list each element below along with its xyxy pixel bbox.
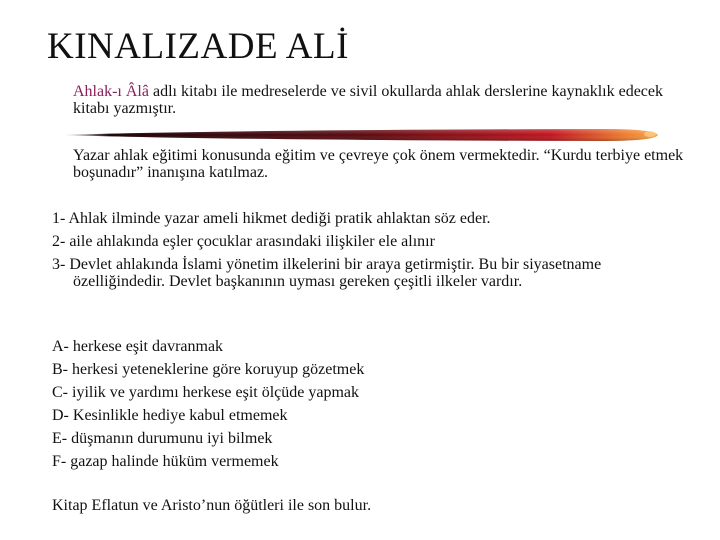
decorative-bar — [62, 128, 660, 142]
list-item: E- düşmanın durumunu iyi bilmek — [52, 430, 273, 447]
list-item: 2- aile ahlakında eşler çocuklar arasındaki ilişkiler ele alınır — [52, 233, 435, 250]
slide-title: KINALIZADE ALİ — [47, 26, 349, 67]
numbered-list — [52, 207, 672, 290]
list-item: C- iyilik ve yardımı herkese eşit ölçüde yapmak — [52, 384, 360, 401]
closing-line: Kitap Eflatun ve Aristo’nun öğütleri ile son bulur. — [52, 497, 372, 514]
book-title: Ahlak-ı Âlâ — [73, 83, 149, 100]
lettered-list — [52, 335, 364, 473]
list-item: 1- Ahlak ilminde yazar ameli hikmet dediği pratik ahlaktan söz eder. — [52, 210, 491, 227]
list-item: 3- Devlet ahlakında İslami yönetim ilkelerini bir araya getirmiştir. Bu bir siyasetname özelliğindedir. Devlet başkanının uyması gereken çeşitli ilkeler vardır. — [52, 256, 602, 290]
list-item: B- herkesi yeteneklerine göre koruyup gözetmek — [52, 361, 365, 378]
list-item: A- herkese eşit davranmak — [52, 338, 224, 355]
education-paragraph: Yazar ahlak eğitimi konusunda eğitim ve çevreye çok önem vermektedir. “Kurdu terbiye etmek boşunadır” inanışına katılmaz. — [73, 147, 684, 181]
list-item: D- Kesinlikle hediye kabul etmemek — [52, 407, 288, 424]
intro-text: adlı kitabı ile medreselerde ve sivil okullarda ahlak derslerine kaynaklık edecek kitabı yazmıştır. — [73, 83, 663, 117]
intro-paragraph — [73, 83, 673, 117]
list-item: F- gazap halinde hüküm vermemek — [52, 453, 279, 470]
